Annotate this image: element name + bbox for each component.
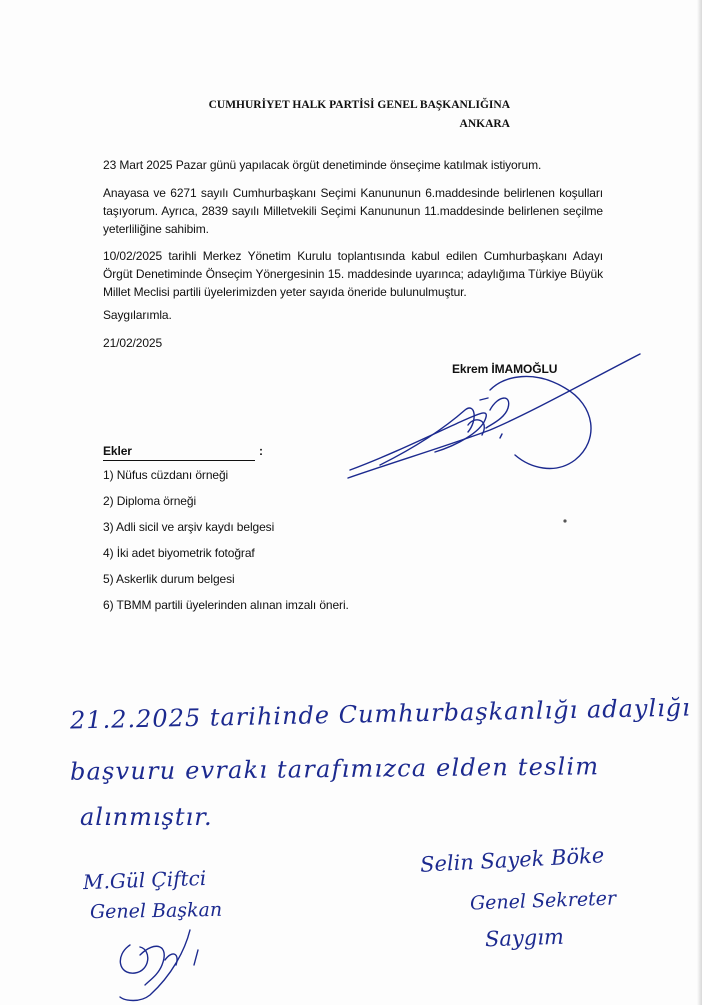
handwritten-note-line-2: başvuru evrakı tarafımızca elden teslim <box>69 752 600 786</box>
page-edge-shadow <box>697 0 702 1005</box>
paragraph-intent: 23 Mart 2025 Pazar günü yapılacak örgüt denetiminde önseçime katılmak istiyorum. <box>103 158 542 172</box>
attachment-item: 4) İki adet biyometrik fotoğraf <box>103 546 255 560</box>
handwritten-left-name: M.Gül Çiftci <box>82 865 207 895</box>
handwritten-right-closing: Saygım <box>484 924 565 952</box>
signer-name: Ekrem İMAMOĞLU <box>452 362 558 376</box>
attachment-item: 1) Nüfus cüzdanı örneği <box>103 468 229 482</box>
attachment-item: 5) Askerlik durum belgesi <box>103 572 235 586</box>
attachments-heading <box>103 442 263 461</box>
addressee-line-1: CUMHURİYET HALK PARTİSİ GENEL BAŞKANLIĞINA <box>208 99 510 111</box>
attachments-heading-label: Ekler <box>103 442 255 461</box>
attachments-list <box>103 462 349 618</box>
paragraph-eligibility: Anayasa ve 6271 sayılı Cumhurbaşkanı Seçimi Kanununun 6.maddesinde belirlenen koşulları taşıyorum. Ayrıca, 2839 sayılı Milletvekili Seçimi Kanununun 11.maddesinde belirlenen seçilme yeterliliğine sahibim. <box>103 186 603 236</box>
signature-mark-imamoglu <box>340 350 650 480</box>
handwritten-right-title: Genel Sekreter <box>469 887 617 915</box>
handwritten-left-title: Genel Başkan <box>89 898 223 924</box>
signature-mark-left <box>110 925 220 1003</box>
document-date: 21/02/2025 <box>103 336 163 350</box>
handwritten-note-line-1: 21.2.2025 tarihinde Cumhurbaşkanlığı adaylığı <box>69 693 692 735</box>
closing-text: Saygılarımla. <box>103 308 172 322</box>
handwritten-right-name: Selin Sayek Böke <box>419 843 605 877</box>
addressee-line-2: ANKARA <box>459 118 510 130</box>
handwritten-note-line-3: alınmıştır. <box>80 803 213 831</box>
addressee-block <box>196 96 510 134</box>
paragraph-nomination: 10/02/2025 tarihli Merkez Yönetim Kurulu toplantısında kabul edilen Cumhurbaşkanı Adayı Örgüt Denetiminde Önseçim Yönergesinin 15. maddesinde uyarınca; adaylığıma Türkiye Büyük Millet Meclisi partili üyelerimizden yeter sayıda öneride bulunulmuştur. <box>103 249 603 299</box>
attachments-heading-colon: : <box>259 444 263 458</box>
attachment-item: 2) Diploma örneği <box>103 494 197 508</box>
attachment-item: 6) TBMM partili üyelerinden alınan imzalı öneri. <box>103 598 349 612</box>
ink-dot <box>562 518 568 524</box>
attachment-item: 3) Adli sicil ve arşiv kaydı belgesi <box>103 520 275 534</box>
